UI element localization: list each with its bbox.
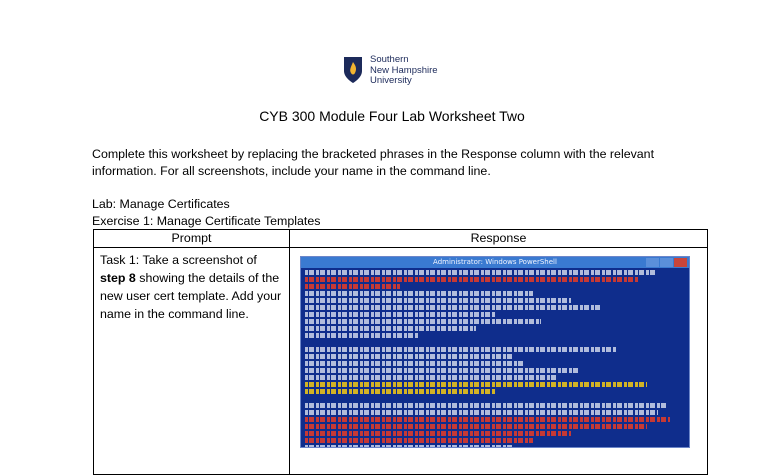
maximize-icon [660, 258, 673, 267]
console-line [305, 403, 666, 408]
console-line [305, 284, 400, 289]
prompt-cell [94, 248, 290, 475]
intro-paragraph [92, 146, 692, 180]
prompt-column-header: Prompt [94, 230, 290, 248]
close-icon [674, 258, 687, 267]
console-line [305, 389, 495, 394]
console-line [305, 424, 647, 429]
console-line [305, 305, 601, 310]
console-line [305, 340, 343, 345]
logo-wordmark [370, 55, 438, 87]
console-line [305, 375, 556, 380]
console-line [305, 431, 571, 436]
table-row [94, 248, 708, 475]
powershell-console-output [305, 270, 685, 448]
response-column-header: Response [290, 230, 708, 248]
console-line [305, 354, 514, 359]
console-line [305, 326, 476, 331]
minimize-icon [646, 258, 659, 267]
university-logo [342, 55, 452, 89]
console-line [305, 277, 639, 282]
console-line [305, 312, 495, 317]
prompt-text-end: showing the details of the new user cert template. Add your name in the command line. [100, 271, 282, 321]
document-title: CYB 300 Module Four Lab Worksheet Two [259, 108, 525, 124]
shield-flame-icon [342, 55, 364, 85]
console-line [305, 417, 670, 422]
powershell-window-title: Administrator: Windows PowerShell [433, 258, 557, 266]
console-line [305, 291, 533, 296]
exercise-heading: Exercise 1: Manage Certificate Templates [92, 214, 321, 228]
response-cell [290, 248, 708, 475]
worksheet-table [93, 229, 708, 475]
powershell-titlebar [301, 257, 689, 268]
intro-line-1: Complete this worksheet by replacing the bracketed phrases in the Response column with the relevant [92, 147, 655, 161]
logo-line-3: University [370, 75, 412, 86]
lab-heading: Lab: Manage Certificates [92, 197, 230, 211]
console-line [305, 298, 571, 303]
table-header-row [94, 230, 708, 248]
console-line [305, 270, 655, 275]
console-line [305, 396, 343, 401]
console-line [305, 382, 647, 387]
console-line [305, 368, 579, 373]
console-line [305, 361, 525, 366]
prompt-text-start: Task 1: Take a screenshot of [100, 253, 257, 267]
prompt-step-bold: step 8 [100, 271, 136, 285]
console-line [305, 333, 419, 338]
console-line [305, 319, 541, 324]
intro-line-2: information. For all screenshots, include your name in the command line. [92, 164, 491, 178]
logo-line-2: New Hampshire [370, 64, 438, 76]
logo-line-1: Southern [370, 54, 409, 65]
console-line [305, 410, 658, 415]
console-line [305, 347, 617, 352]
powershell-screenshot [300, 256, 690, 448]
console-line [305, 445, 514, 448]
